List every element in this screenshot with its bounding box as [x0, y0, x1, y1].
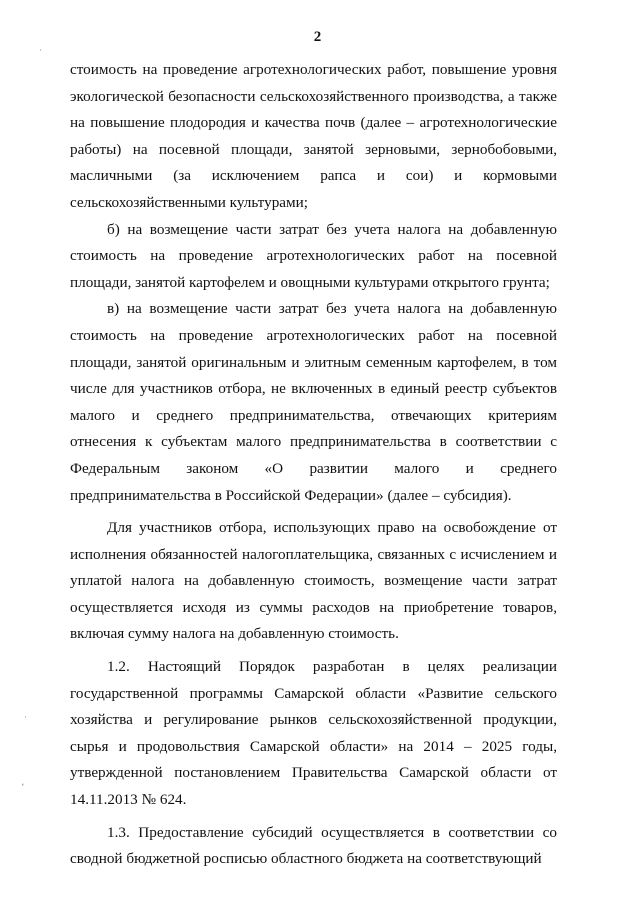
- paragraph-vat-exemption: Для участников отбора, использующих право на освобождение от исполнения обязанностей налогоплательщика, связанных с исчислением и уплатой налога на добавленную стоимость, возмещение части затрат осуществляется исходя из суммы расходов на приобретение товаров, включая сумму налога на добавленную стоимость.: [70, 519, 557, 643]
- paragraph-item-b: б) на возмещение части затрат без учета налога на добавленную стоимость на проведение агротехнологических работ на посевной площади, занятой картофелем и овощными культурами открытого грунта;: [70, 220, 557, 291]
- scan-speck: ·: [24, 712, 27, 722]
- paragraph-section-1-2: 1.2. Настоящий Порядок разработан в целях реализации государственной программы Самарской области «Развитие сельского хозяйства и регулирование рынков сельскохозяйственной продукции, сырья и продовольствия Самарской области» на 2014 – 2025 годы, утвержденной постановлением Правительства Самарской области от 14.11.2013 № 624.: [70, 658, 557, 809]
- document-body: [70, 57, 557, 873]
- scan-speck: ʹ: [22, 782, 24, 792]
- scan-speck: ·: [39, 45, 42, 55]
- paragraph-continuation: стоимость на проведение агротехнологических работ, повышение уровня экологической безопасности сельскохозяйственного производства, а также на повышение плодородия и качества почв (далее – агротехнологические работы) на посевной площади, занятой зерновыми, зернобобовыми, масличными (за исключением рапса и сои) и кормовыми сельскохозяйственными культурами;: [70, 61, 557, 211]
- page-number: 2: [313, 29, 322, 45]
- paragraph-item-v: в) на возмещение части затрат без учета налога на добавленную стоимость на проведение агротехнологических работ на посевной площади, занятой оригинальным и элитным семенным картофелем, в том числе для участников отбора, не включенных в единый реестр субъектов малого и среднего предпринимательства, отвечающих критериям отнесения к субъектам малого предпринимательства в соответствии с Федеральным законом «О развитии малого и среднего предпринимательства в Российской Федерации» (далее – субсидия).: [70, 300, 557, 504]
- paragraph-section-1-3: 1.3. Предоставление субсидий осуществляется в соответствии со сводной бюджетной росписью областного бюджета на соответствующий: [70, 823, 557, 868]
